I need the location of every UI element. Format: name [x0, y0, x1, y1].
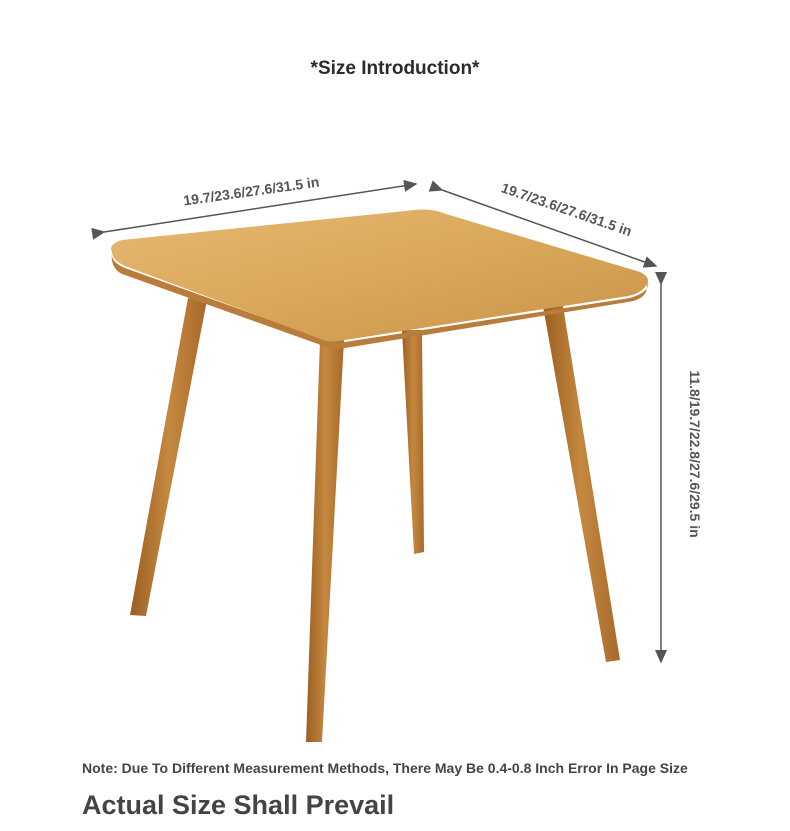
height-label: 11.8/19.7/22.8/27.6/29.5 in — [687, 370, 703, 538]
actual-size-heading: Actual Size Shall Prevail — [82, 790, 395, 820]
measurement-note: Note: Due To Different Measurement Methods, There May Be 0.4-0.8 Inch Error In Page Size — [82, 760, 688, 776]
table-leg-front — [306, 340, 344, 742]
page-title: *Size Introduction* — [310, 58, 480, 79]
width-label: 19.7/23.6/27.6/31.5 in — [182, 173, 321, 209]
table-leg-back — [402, 330, 424, 554]
depth-label: 19.7/23.6/27.6/31.5 in — [499, 179, 635, 240]
table-leg-left — [130, 298, 207, 616]
table-leg-right — [543, 306, 620, 662]
